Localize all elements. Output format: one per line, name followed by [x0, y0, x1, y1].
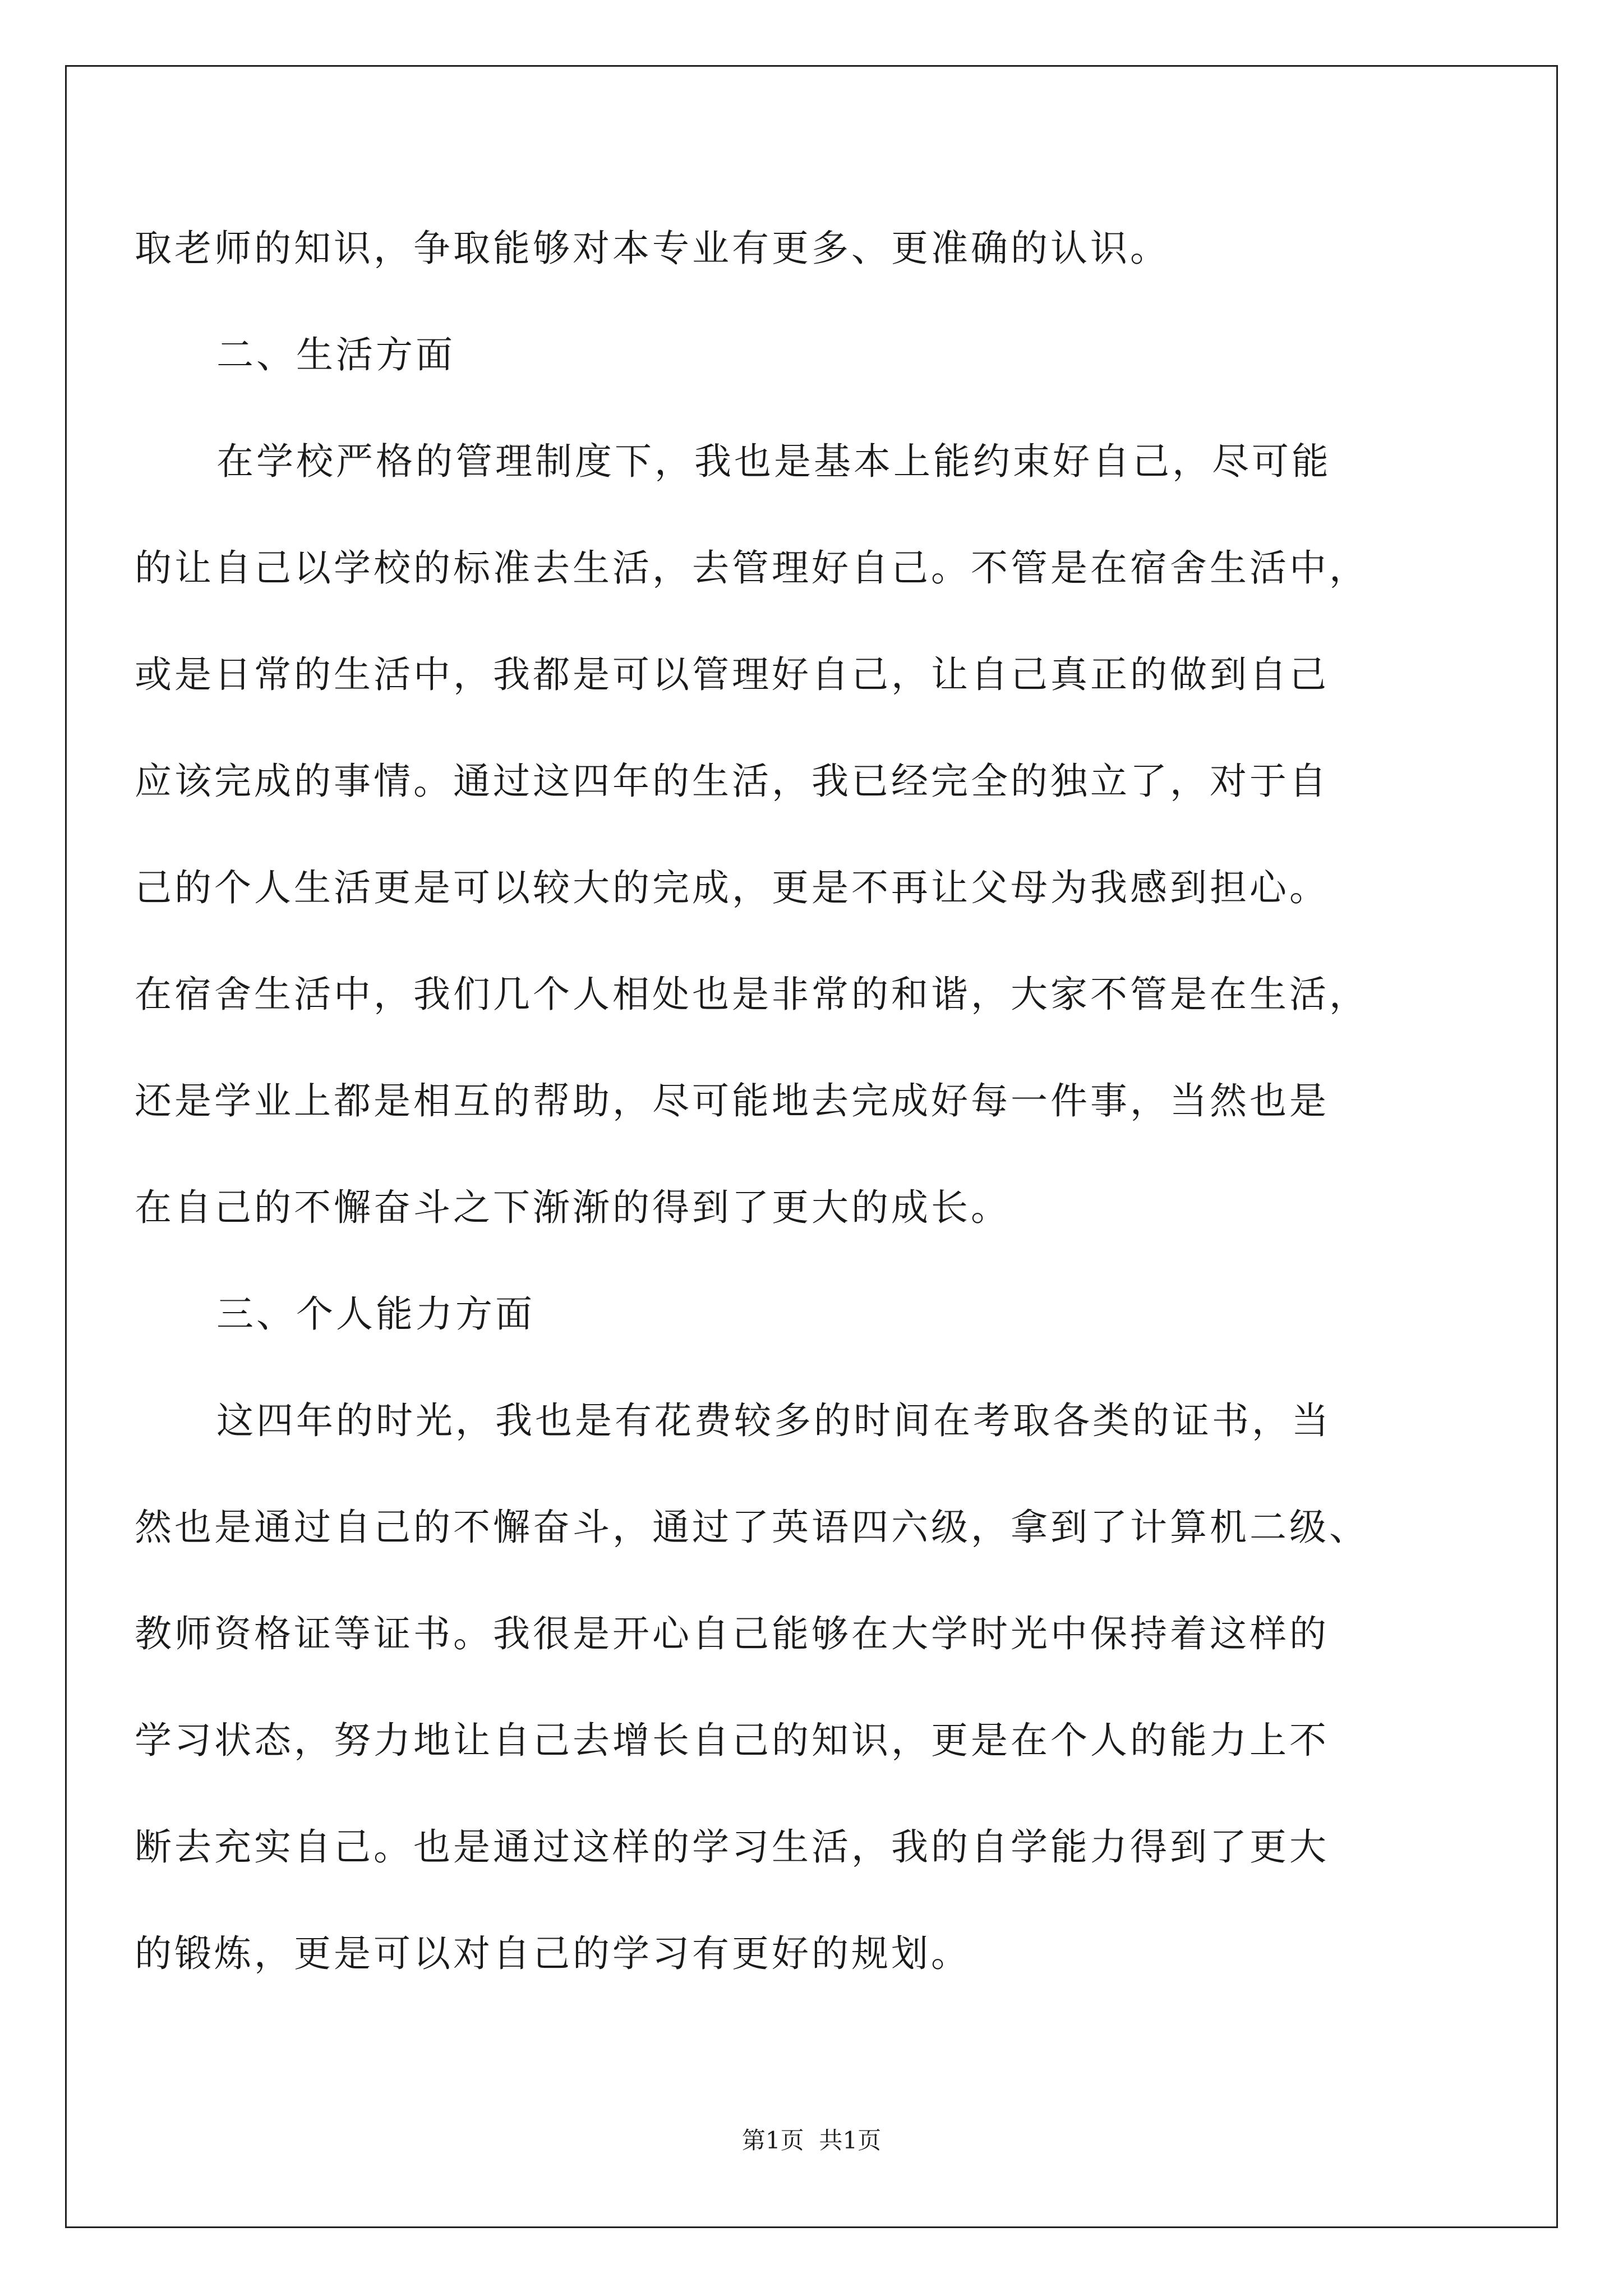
paragraph-line: 己的个人生活更是可以较大的完成，更是不再让父母为我感到担心。 [135, 866, 1329, 909]
page-border [65, 65, 1558, 2228]
paragraph-line: 还是学业上都是相互的帮助，尽可能地去完成好每一件事，当然也是 [135, 1079, 1329, 1122]
paragraph-line: 应该完成的事情。通过这四年的生活，我已经完全的独立了，对于自 [135, 760, 1329, 803]
paragraph-line: 学习状态，努力地让自己去增长自己的知识，更是在个人的能力上不 [135, 1719, 1329, 1762]
paragraph-line: 然也是通过自己的不懈奋斗，通过了英语四六级，拿到了计算机二级、 [135, 1506, 1369, 1549]
paragraph-line: 断去充实自己。也是通过这样的学习生活，我的自学能力得到了更大 [135, 1825, 1329, 1869]
paragraph-line: 取老师的知识，争取能够对本专业有更多、更准确的认识。 [135, 227, 1170, 270]
page-number: 第1页 共1页 [741, 2127, 882, 2154]
section-heading: 三、个人能力方面 [216, 1292, 535, 1336]
paragraph-line: 这四年的时光，我也是有花费较多的时间在考取各类的证书，当 [216, 1399, 1331, 1442]
paragraph-line: 在宿舍生活中，我们几个人相处也是非常的和谐，大家不管是在生活， [135, 973, 1369, 1016]
section-heading: 二、生活方面 [216, 333, 455, 376]
paragraph-line: 或是日常的生活中，我都是可以管理好自己，让自己真正的做到自己 [135, 653, 1329, 696]
paragraph-line: 的让自己以学校的标准去生活，去管理好自己。不管是在宿舍生活中， [135, 546, 1369, 590]
paragraph-line: 在自己的不懈奋斗之下渐渐的得到了更大的成长。 [135, 1186, 1011, 1229]
paragraph-line: 在学校严格的管理制度下，我也是基本上能约束好自己，尽可能 [216, 440, 1331, 483]
paragraph-line: 的锻炼，更是可以对自己的学习有更好的规划。 [135, 1932, 971, 1975]
paragraph-line: 教师资格证等证书。我很是开心自己能够在大学时光中保持着这样的 [135, 1612, 1329, 1655]
